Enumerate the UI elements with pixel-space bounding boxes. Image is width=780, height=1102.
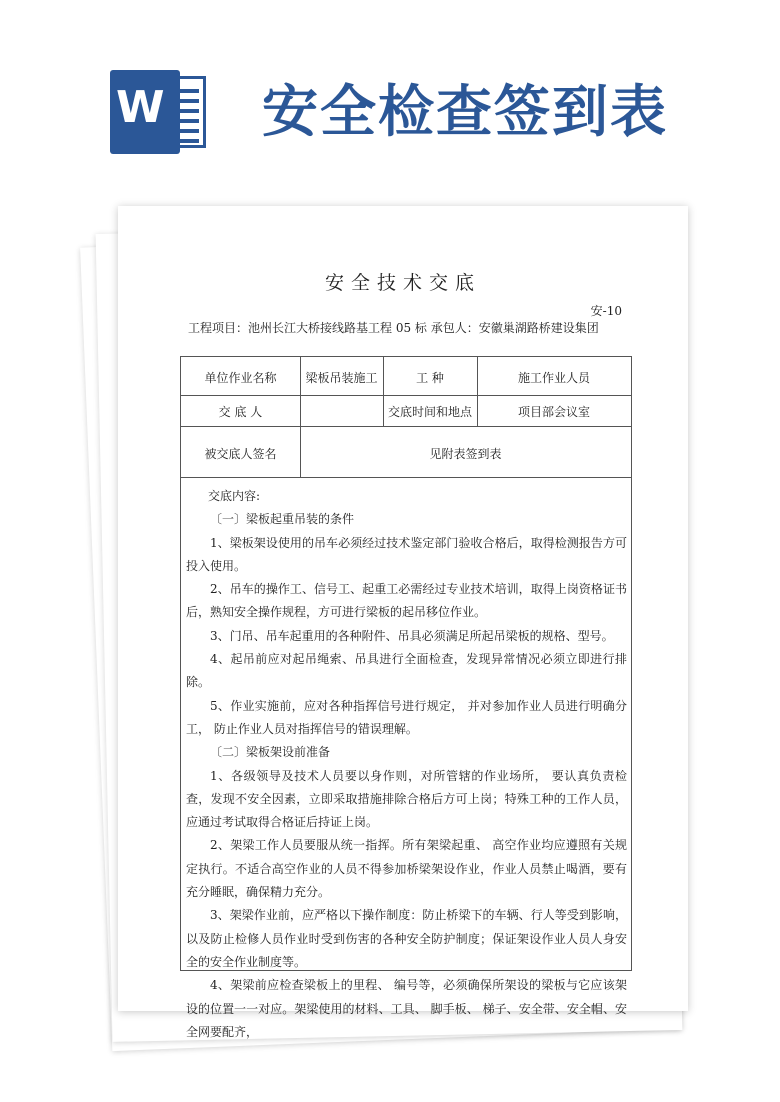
table-cell: 项目部会议室 [517,405,590,419]
content-paragraph: 2、架梁工作人员要服从统一指挥。所有架梁起重、 高空作业均应遵照有关规定执行。不适合高空作业的人员不得参加桥梁架设作业，作业人员禁止喝酒，要有充分睡眠，确保精力充分。 [186,838,627,900]
content-paragraph: 4、起吊前应对起吊绳索、吊具进行全面检查，发现异常情况必须立即进行排除。 [186,652,627,690]
briefing-content [186,485,627,1044]
table-cell: 交底时间和地点 [387,405,472,419]
table-cell: 单位作业名称 [204,371,277,385]
table-cell: 工 种 [416,371,444,385]
content-paragraph: 1、梁板架设使用的吊车必须经过技术鉴定部门验收合格后，取得检测报告方可投入使用。 [186,535,627,573]
table-cell: 施工作业人员 [517,371,590,385]
logo-letter: W [116,82,165,133]
document-title: 安全技术交底 [324,272,481,294]
table-cell: 见附表签到表 [429,447,502,461]
page-title: 安全检查签到表 [262,80,668,145]
table-cell: 交 底 人 [218,405,263,419]
content-paragraph: 5、作业实施前，应对各种指挥信号进行规定， 并对参加作业人员进行明确分工， 防止作业人员对指挥信号的错误理解。 [186,698,627,736]
content-heading: 交底内容: [208,489,261,503]
content-paragraph: 3、架梁作业前，应严格以下操作制度：防止桥梁下的车辆、行人等受到影响，以及防止检修人员作业时受到伤害的各种安全防护制度；保证架设作业人员人身安全的安全作业制度等。 [186,908,627,969]
word-document-icon [110,70,208,154]
content-paragraph: 3、门吊、吊车起重用的各种附件、吊具必须满足所起吊梁板的规格、型号。 [210,628,614,643]
content-paragraph: 4、架梁前应检查梁板上的里程、 编号等，必须确保所架设的梁板与它应该架设的位置一一对应。架梁使用的材料、工具、 脚手板、 梯子、安全带、安全帽、安全网要配齐， [186,978,627,1039]
table-cell: 梁板吊装施工 [305,371,378,385]
briefing-table [180,356,632,1039]
section-heading: 〔二〕梁板架设前准备 [210,745,331,760]
content-paragraph: 1、各级领导及技术人员要以身作则，对所管辖的作业场所， 要认真负责检查，发现不安全因素，立即采取措施排除合格后方可上岗；特殊工种的工作人员，应通过考试取得合格证后持证上岗。 [186,768,627,830]
table-cell: 被交底人签名 [204,447,277,461]
content-paragraph: 2、吊车的操作工、信号工、起重工必需经过专业技术培训，取得上岗资格证书后，熟知安全操作规程，方可进行梁板的起吊移位作业。 [186,582,627,620]
document-page [118,206,688,1039]
document-code: 安-10 [590,304,622,318]
section-heading: 〔一〕梁板起重吊装的条件 [210,512,355,527]
project-line: 工程项目：池州长江大桥接线路基工程 05 标 承包人：安徽巢湖路桥建设集团 [188,321,599,335]
